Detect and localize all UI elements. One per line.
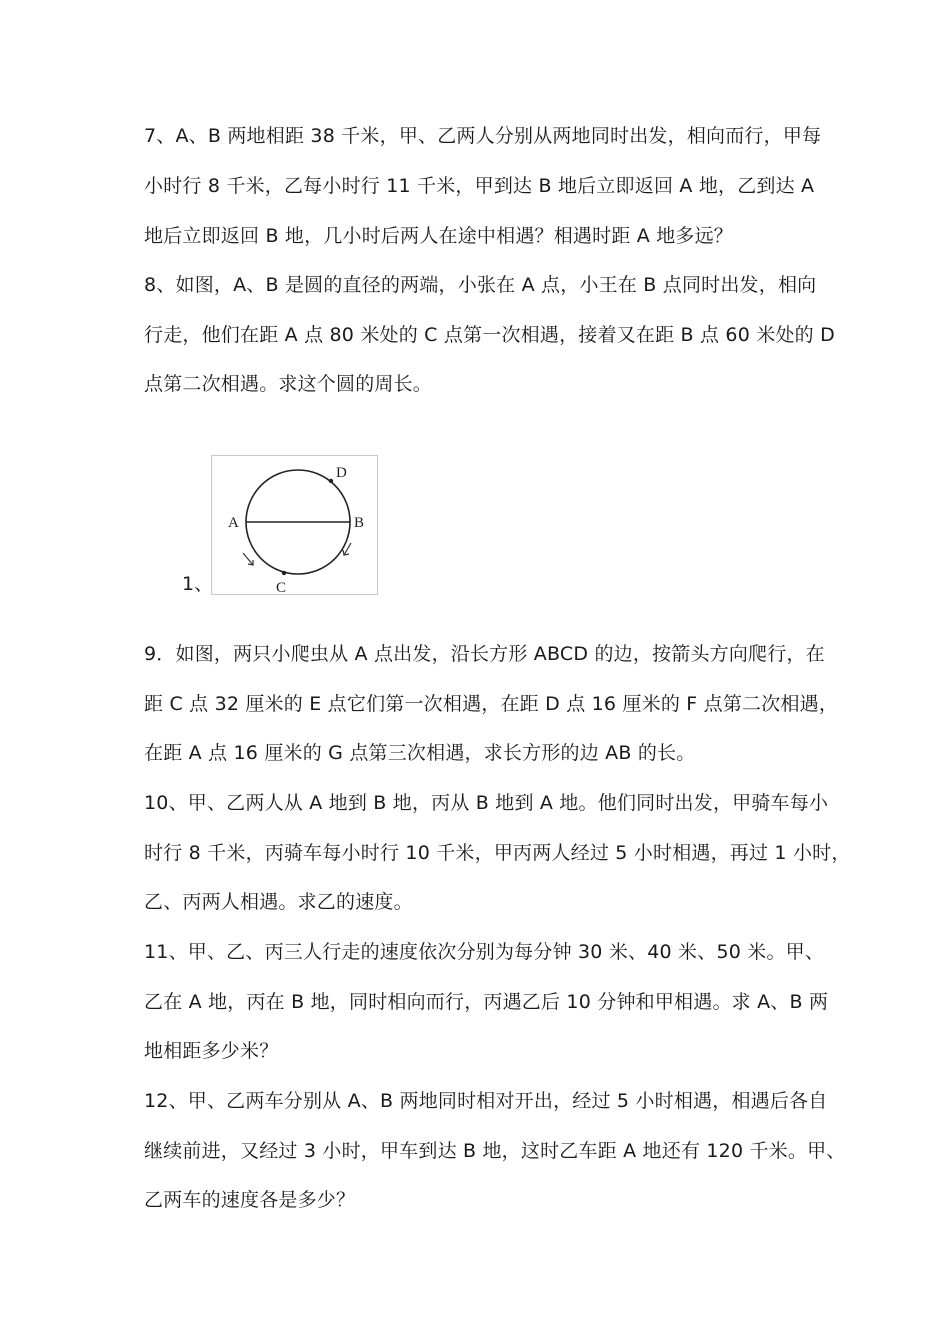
circle-diagram-svg	[212, 456, 379, 596]
label-b: B	[354, 515, 365, 531]
problem-11-line-1: 11、甲、乙、丙三人行走的速度依次分别为每分钟 30 米、40 米、50 米。甲、	[144, 941, 825, 963]
problem-8-line-3: 点第二次相遇。求这个圆的周长。	[144, 373, 433, 395]
circle-diagram	[211, 455, 378, 595]
label-a: A	[228, 515, 239, 531]
problem-7-line-3: 地后立即返回 B 地，几小时后两人在途中相遇？相遇时距 A 地多远？	[144, 225, 733, 247]
problem-8-line-1: 8、如图，A、B 是圆的直径的两端，小张在 A 点，小王在 B 点同时出发，相向	[144, 274, 817, 296]
point-d-dot	[329, 479, 333, 483]
problem-11-line-2: 乙在 A 地，丙在 B 地，同时相向而行，丙遇乙后 10 分钟和甲相遇。求 A、B 两	[144, 991, 829, 1013]
figure-number: 1、	[182, 573, 214, 595]
problem-12-line-1: 12、甲、乙两车分别从 A、B 两地同时相对开出，经过 5 小时相遇，相遇后各自	[144, 1090, 828, 1112]
problem-7-line-2: 小时行 8 千米，乙每小时行 11 千米，甲到达 B 地后立即返回 A 地，乙到达 A	[144, 175, 815, 197]
problem-11-line-3: 地相距多少米？	[144, 1040, 279, 1062]
problem-10-line-1: 10、甲、乙两人从 A 地到 B 地，丙从 B 地到 A 地。他们同时出发，甲骑车每小	[144, 792, 829, 814]
problem-9-line-1: 9．如图，两只小爬虫从 A 点出发，沿长方形 ABCD 的边，按箭头方向爬行，在	[144, 643, 825, 665]
problem-8-line-2: 行走，他们在距 A 点 80 米处的 C 点第一次相遇，接着又在距 B 点 60 米处的 D	[144, 324, 835, 346]
problem-12-line-2: 继续前进，又经过 3 小时，甲车到达 B 地，这时乙车距 A 地还有 120 千米。甲、	[144, 1140, 846, 1162]
problem-9-line-3: 在距 A 点 16 厘米的 G 点第三次相遇，求长方形的边 AB 的长。	[144, 742, 696, 764]
problem-7-line-1: 7、A、B 两地相距 38 千米，甲、乙两人分别从两地同时出发，相向而行，甲每	[144, 125, 822, 147]
problem-9-line-2: 距 C 点 32 厘米的 E 点它们第一次相遇，在距 D 点 16 厘米的 F 点第二次相遇，	[144, 693, 839, 715]
problem-12-line-3: 乙两车的速度各是多少？	[144, 1189, 356, 1211]
arrow-left-icon	[243, 553, 253, 565]
label-c: C	[276, 580, 287, 596]
point-c-dot	[282, 571, 286, 575]
problem-10-line-2: 时行 8 千米，丙骑车每小时行 10 千米，甲丙两人经过 5 小时相遇，再过 1 小时，	[144, 842, 851, 864]
label-d: D	[336, 465, 347, 481]
problem-10-line-3: 乙、丙两人相遇。求乙的速度。	[144, 891, 413, 913]
